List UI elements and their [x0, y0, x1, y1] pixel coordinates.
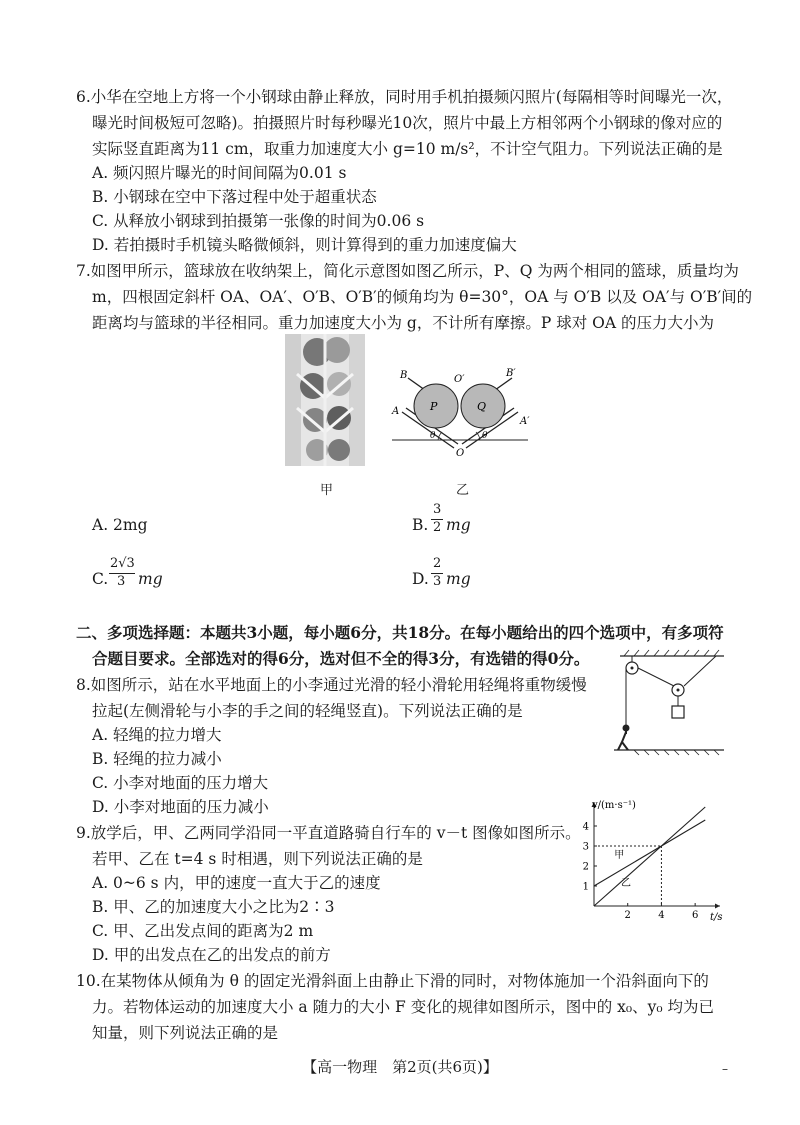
- series-line-jia: [594, 820, 705, 886]
- q7-option-b-numerator: 3: [433, 502, 442, 517]
- q6-option-d: D. 若拍摄时手机镜头略微倾斜，则计算得到的重力加速度偏大: [92, 236, 517, 254]
- q7-option-d-numerator: 2: [433, 556, 442, 571]
- chart-series: [594, 807, 705, 906]
- x-tick-label: 4: [658, 910, 665, 921]
- label-b-prime: B′: [506, 368, 516, 379]
- q9-stem-line-2: 若甲、乙在 t=4 s 时相遇，则下列说法正确的是: [92, 850, 423, 868]
- q6-stem-line-2: 曝光时间极短可忽略)。拍摄照片时每秒曝光10次，照片中最上方相邻两个小钢球的像对应的: [92, 114, 723, 132]
- pulley-figure: [612, 648, 730, 756]
- q9-option-a: A. 0~6 s 内，甲的速度一直大于乙的速度: [92, 874, 381, 892]
- q8-option-b: B. 轻绳的拉力减小: [92, 750, 222, 768]
- q6-option-a: A. 频闪照片曝光的时间间隔为0.01 s: [92, 164, 347, 182]
- x-tick-label: 6: [691, 910, 699, 921]
- q8-stem-line-2: 拉起(左侧滑轮与小李的手之间的轻绳竖直)。下列说法正确的是: [92, 702, 523, 720]
- q10-stem-line-2: 力。若物体运动的加速度大小 a 随力的大小 F 变化的规律如图所示，图中的 x₀、y₀ 均为已: [92, 998, 714, 1016]
- q7-option-d-unit: mg: [446, 570, 471, 588]
- x-axis-label: t/s: [710, 912, 723, 923]
- figure-jia-caption: 甲: [320, 483, 334, 498]
- label-a: A: [392, 406, 400, 417]
- q7-option-c-unit: mg: [138, 570, 163, 588]
- figure-yi-schematic: [388, 366, 538, 458]
- q6-stem-line-1: 6.小华在空地上方将一个小钢球由静止释放，同时用手机拍摄频闪照片(每隔相等时间曝光一次，: [76, 88, 733, 106]
- series-line-yi: [594, 807, 705, 906]
- q7-stem-line-2: m，四根固定斜杆 OA、OA′、O′B、O′B′的倾角均为 θ=30°，OA 与 O′B 以及 OA′与 O′B′间的: [92, 288, 753, 306]
- q7-option-c-denominator: 3: [117, 574, 126, 589]
- q10-stem-line-1: 10.在某物体从倾角为 θ 的固定光滑斜面上由静止下滑的同时，对物体施加一个沿斜面向下的: [76, 972, 709, 990]
- label-q: Q: [477, 400, 487, 413]
- label-theta-left: θ: [430, 431, 436, 441]
- q7-option-d-denominator: 3: [433, 574, 442, 589]
- q8-stem-line-1: 8.如图所示，站在水平地面上的小李通过光滑的轻小滑轮用轻绳将重物缓慢: [76, 676, 587, 694]
- q9-option-d: D. 甲的出发点在乙的出发点的前方: [92, 946, 331, 964]
- y-tick-label: 2: [582, 861, 589, 873]
- q7-option-d-label: D.: [412, 570, 429, 588]
- q8-option-d: D. 小李对地面的压力减小: [92, 798, 269, 816]
- y-tick-label: 4: [582, 821, 589, 833]
- section-2-heading-line-2: 合题目要求。全部选对的得6分，选对但不全的得3分，有选错的得0分。: [92, 649, 590, 668]
- q7-stem-line-1: 7.如图甲所示，篮球放在收纳架上，简化示意图如图乙所示，P、Q 为两个相同的篮球，质量均为: [76, 262, 739, 280]
- q10-stem-line-3: 知量，则下列说法正确的是: [92, 1024, 279, 1042]
- q7-option-b-denominator: 2: [433, 520, 442, 535]
- section-2-heading-line-1: 二、多项选择题：本题共3小题，每小题6分，共18分。在每小题给出的四个选项中，有多项符: [76, 623, 724, 642]
- label-o: O: [456, 448, 465, 458]
- label-a-prime: A′: [520, 416, 530, 427]
- series-label-yi: 乙: [620, 878, 631, 889]
- y-tick-label: 1: [582, 881, 589, 893]
- chart-axes: [592, 802, 721, 909]
- q7-option-c-numerator: 2√3: [110, 556, 135, 571]
- q9-option-b: B. 甲、乙的加速度大小之比为2∶3: [92, 898, 335, 916]
- page-footer: 【高一物理 第2页(共6页)】: [302, 1058, 498, 1076]
- label-theta-right: θ: [482, 431, 488, 441]
- q6-stem-line-3: 实际竖直距离为11 cm，取重力加速度大小 g=10 m/s²，不计空气阻力。下列说法正确的是: [92, 140, 723, 158]
- q7-stem-line-3: 距离均与篮球的半径相同。重力加速度大小为 g，不计所有摩擦。P 球对 OA 的压力大小为: [92, 314, 714, 332]
- corner-mark: –: [722, 1062, 728, 1076]
- q7-option-a: A. 2mg: [92, 516, 148, 534]
- series-label-jia: 甲: [614, 850, 625, 861]
- y-axis-label: v/(m·s⁻¹): [592, 800, 636, 811]
- q8-option-c: C. 小李对地面的压力增大: [92, 774, 269, 792]
- label-p: P: [430, 400, 438, 413]
- x-tick-label: 2: [624, 910, 631, 921]
- chart-tick-labels: [583, 800, 723, 923]
- x-axis-arrow: [715, 904, 720, 909]
- label-o-prime: O′: [454, 374, 465, 385]
- vt-chart: [568, 798, 738, 924]
- figure-jia-photo: [285, 334, 365, 466]
- q9-option-c: C. 甲、乙出发点间的距离为2 m: [92, 922, 314, 940]
- y-tick-label: 3: [582, 841, 589, 853]
- q6-option-b: B. 小钢球在空中下落过程中处于超重状态: [92, 188, 377, 206]
- figure-yi-caption: 乙: [456, 483, 470, 498]
- q9-stem-line-1: 9.放学后，甲、乙两同学沿同一平直道路骑自行车的 v－t 图像如图所示。: [76, 824, 581, 842]
- q7-option-b-unit: mg: [446, 516, 471, 534]
- q7-option-b-label: B.: [412, 516, 429, 534]
- q7-option-c-label: C.: [92, 570, 109, 588]
- q6-option-c: C. 从释放小钢球到拍摄第一张像的时间为0.06 s: [92, 212, 425, 230]
- label-b: B: [400, 370, 408, 381]
- q8-option-a: A. 轻绳的拉力增大: [92, 726, 222, 744]
